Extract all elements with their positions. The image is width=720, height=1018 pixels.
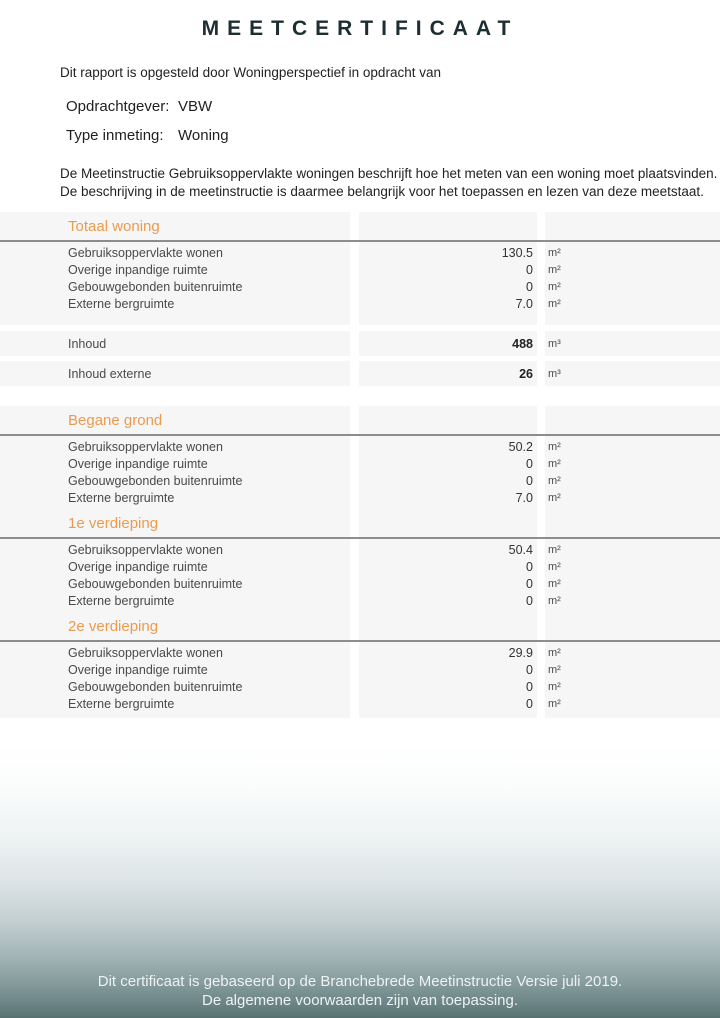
row-unit: m² [548, 457, 561, 470]
section-heading: 2e verdieping [68, 617, 159, 635]
table-row [0, 695, 720, 712]
section-rows-band [0, 242, 720, 325]
summary-label: Inhoud [68, 336, 107, 351]
meta-row-measurement-type [66, 126, 720, 146]
row-unit: m² [548, 474, 561, 487]
table-row [0, 278, 720, 295]
row-label: Gebouwgebonden buitenruimte [68, 279, 243, 294]
row-value: 130.5 [501, 245, 533, 260]
footer-line: Dit certificaat is gebaseerd op de Branchebrede Meetinstructie Versie juli 2019. [97, 973, 623, 990]
row-unit: m² [548, 663, 561, 676]
row-value: 0 [526, 593, 533, 608]
row-label: Gebouwgebonden buitenruimte [68, 473, 243, 488]
footer-line: De algemene voorwaarden zijn van toepassing. [201, 992, 519, 1009]
footer [0, 972, 720, 1010]
row-label: Externe bergruimte [68, 296, 175, 311]
row-value: 0 [526, 576, 533, 591]
table-row [0, 261, 720, 278]
row-label: Overige inpandige ruimte [68, 456, 208, 471]
row-label: Externe bergruimte [68, 696, 175, 711]
section-heading-rule [0, 640, 720, 642]
row-unit: m² [548, 577, 561, 590]
row-unit: m² [548, 697, 561, 710]
summary-value: 488 [512, 336, 533, 351]
row-value: 7.0 [515, 490, 533, 505]
measurement-table [0, 212, 720, 718]
table-row [0, 295, 720, 312]
row-unit: m² [548, 594, 561, 607]
section-rows-band [0, 539, 720, 612]
row-unit: m² [548, 246, 561, 259]
row-value: 0 [526, 456, 533, 471]
table-row [0, 244, 720, 261]
section-heading-rule [0, 434, 720, 436]
row-unit: m² [548, 491, 561, 504]
meta-row-client [66, 97, 720, 117]
table-row [0, 558, 720, 575]
meta-block [66, 97, 720, 146]
row-label: Overige inpandige ruimte [68, 559, 208, 574]
measurement-type-value: Woning [178, 127, 229, 144]
row-value: 7.0 [515, 296, 533, 311]
table-row [0, 489, 720, 506]
row-label: Gebouwgebonden buitenruimte [68, 679, 243, 694]
row-value: 50.2 [508, 439, 533, 454]
row-value: 0 [526, 679, 533, 694]
row-unit: m² [548, 543, 561, 556]
summary-row-band [0, 361, 720, 386]
measurement-type-label: Type inmeting: [66, 127, 164, 144]
summary-value: 26 [519, 366, 533, 381]
row-unit: m² [548, 280, 561, 293]
row-value: 0 [526, 262, 533, 277]
row-unit: m² [548, 560, 561, 573]
page-title: MEETCERTIFICAAT [201, 17, 519, 40]
row-unit: m² [548, 263, 561, 276]
table-row [0, 541, 720, 558]
row-label: Externe bergruimte [68, 490, 175, 505]
row-label: Externe bergruimte [68, 593, 175, 608]
section-heading-band [0, 212, 720, 240]
summary-unit: m³ [548, 367, 561, 380]
row-value: 0 [526, 662, 533, 677]
row-value: 0 [526, 696, 533, 711]
section-heading-band [0, 406, 720, 434]
row-value: 29.9 [508, 645, 533, 660]
client-label: Opdrachtgever: [66, 98, 170, 115]
row-label: Gebouwgebonden buitenruimte [68, 576, 243, 591]
table-row [0, 455, 720, 472]
table-blocks [0, 212, 720, 718]
row-value: 0 [526, 473, 533, 488]
table-row [0, 575, 720, 592]
client-value: VBW [178, 98, 213, 115]
section-rows-band [0, 642, 720, 718]
table-row [0, 438, 720, 455]
section-heading: Totaal woning [68, 217, 160, 235]
row-label: Overige inpandige ruimte [68, 662, 208, 677]
section-heading-band [0, 509, 720, 537]
section-heading: 1e verdieping [68, 514, 159, 532]
table-row [0, 661, 720, 678]
row-label: Gebruiksoppervlakte wonen [68, 542, 223, 557]
section-heading-rule [0, 240, 720, 242]
row-unit: m² [548, 646, 561, 659]
row-label: Overige inpandige ruimte [68, 262, 208, 277]
summary-unit: m³ [548, 337, 561, 350]
table-row [0, 592, 720, 609]
summary-label: Inhoud externe [68, 366, 152, 381]
description-paragraph [60, 165, 720, 201]
row-unit: m² [548, 297, 561, 310]
row-value: 0 [526, 279, 533, 294]
row-value: 0 [526, 559, 533, 574]
description-line: De Meetinstructie Gebruiksoppervlakte woningen beschrijft hoe het meten van een woning moet plaatsvinden. [60, 166, 718, 181]
table-row [0, 472, 720, 489]
row-label: Gebruiksoppervlakte wonen [68, 645, 223, 660]
section-heading-rule [0, 537, 720, 539]
table-row [0, 644, 720, 661]
row-label: Gebruiksoppervlakte wonen [68, 439, 223, 454]
row-unit: m² [548, 440, 561, 453]
row-unit: m² [548, 680, 561, 693]
section-heading: Begane grond [68, 411, 163, 429]
table-row [0, 678, 720, 695]
section-rows-band [0, 436, 720, 509]
summary-row-band [0, 331, 720, 356]
section-heading-band [0, 612, 720, 640]
row-value: 50.4 [508, 542, 533, 557]
row-label: Gebruiksoppervlakte wonen [68, 245, 223, 260]
intro-line: Dit rapport is opgesteld door Woningperspectief in opdracht van [60, 65, 441, 80]
description-line: De beschrijving in de meetinstructie is daarmee belangrijk voor het toepassen en lezen van deze meetstaat. [60, 184, 704, 199]
